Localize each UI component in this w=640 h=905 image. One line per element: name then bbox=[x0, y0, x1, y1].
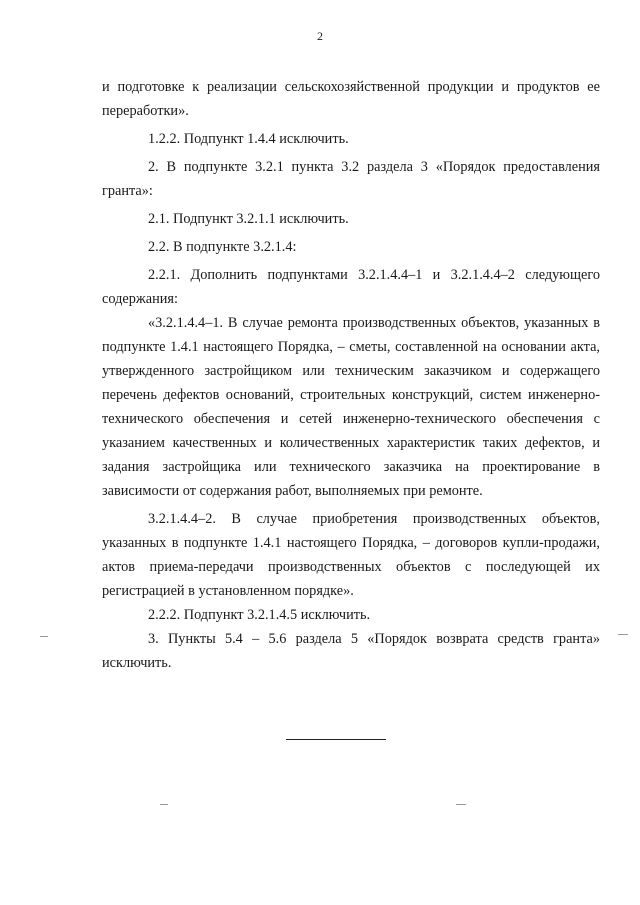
page-number: 2 bbox=[317, 29, 323, 43]
end-separator-line bbox=[286, 739, 386, 740]
scan-speck bbox=[160, 804, 168, 805]
paragraph-3-2-1-4-4-2: 3.2.1.4.4–2. В случае приобретения производственных объектов, указанных в подпункте 1.4.1 настоящего Порядка, – договоров купли-продажи, актов приема-передачи производственных объектов с последующей их регистрацией в установленном порядке». bbox=[102, 511, 600, 599]
paragraph-2-1: 2.1. Подпункт 3.2.1.1 исключить. bbox=[148, 211, 349, 227]
paragraph-2-2-2: 2.2.2. Подпункт 3.2.1.4.5 исключить. bbox=[148, 607, 371, 623]
scan-speck bbox=[40, 636, 48, 637]
paragraph-3-2-1-4-4-1: «3.2.1.4.4–1. В случае ремонта производственных объектов, указанных в подпункте 1.4.1 настоящего Порядка, – сметы, составленной на основании акта, утвержденного застройщиком или техническим заказчиком и содержащего перечень дефектов оснований, строительных конструкций, систем инженерно-технического обеспечения и сетей инженерно-технического обеспечения с указанием качественных и количественных характеристик таких дефектов, и задания застройщика или технического заказчика на проектирование в зависимости от содержания работ, выполняемых при ремонте. bbox=[102, 315, 600, 499]
scan-speck bbox=[618, 634, 628, 635]
paragraph-1-2-2: 1.2.2. Подпункт 1.4.4 исключить. bbox=[148, 131, 349, 147]
paragraph-3: 3. Пункты 5.4 – 5.6 раздела 5 «Порядок возврата средств гранта» исключить. bbox=[102, 631, 600, 671]
paragraph-2-2-1: 2.2.1. Дополнить подпунктами 3.2.1.4.4–1 и 3.2.1.4.4–2 следующего содержания: bbox=[102, 267, 600, 307]
paragraph-continuation: и подготовке к реализации сельскохозяйственной продукции и продуктов ее переработки». bbox=[102, 79, 600, 119]
scan-speck bbox=[456, 804, 466, 805]
document-body bbox=[102, 75, 600, 675]
paragraph-2: 2. В подпункте 3.2.1 пункта 3.2 раздела 3 «Порядок предоставления гранта»: bbox=[102, 159, 600, 199]
paragraph-2-2: 2.2. В подпункте 3.2.1.4: bbox=[148, 239, 297, 255]
